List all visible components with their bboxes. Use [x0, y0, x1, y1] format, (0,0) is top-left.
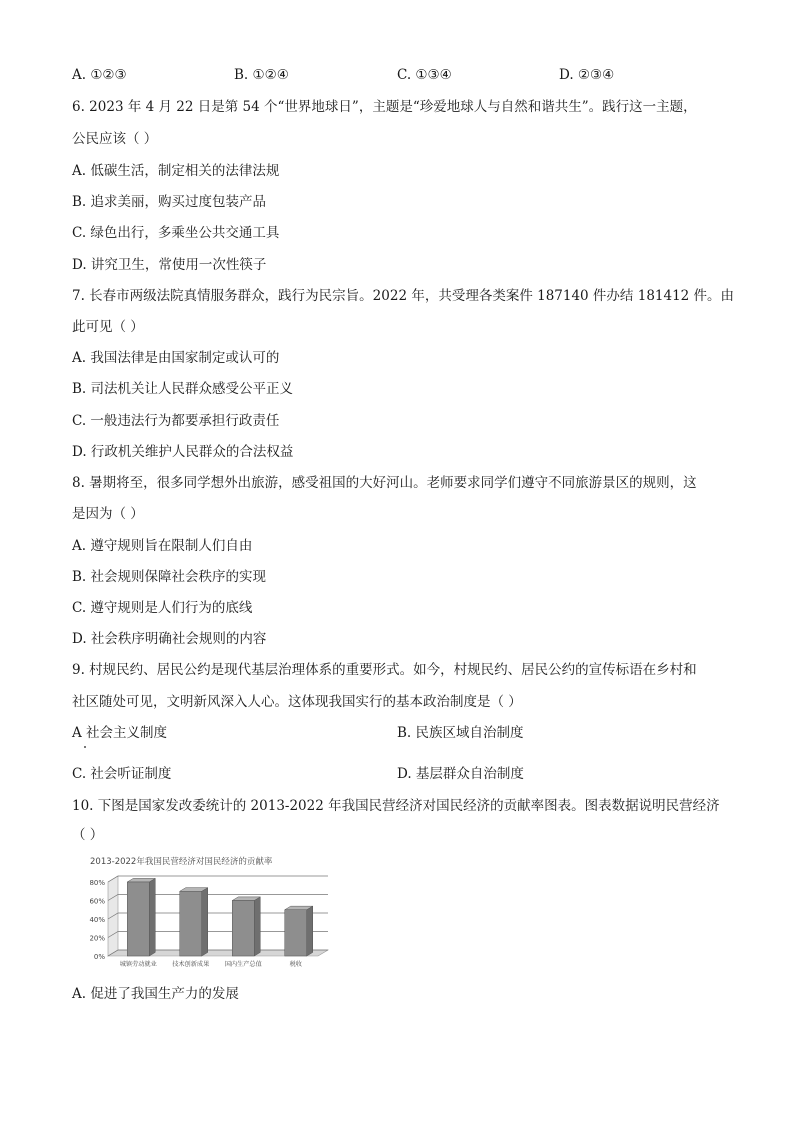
- q10-stem-line2: （ ）: [72, 827, 104, 843]
- q9-option-c: C. 社会听证制度: [72, 766, 172, 782]
- q8-option-b: B. 社会规则保障社会秩序的实现: [72, 569, 267, 585]
- q10-option-a: A. 促进了我国生产力的发展: [72, 986, 239, 1002]
- q9-stem-line1: 9. 村规民约、居民公约是现代基层治理体系的重要形式。如今，村规民约、居民公约的宣传标语在乡村和: [72, 662, 697, 678]
- q5-option-a: A. ①②③: [72, 67, 127, 83]
- q8-stem-line2: 是因为（ ）: [72, 506, 144, 522]
- chart-title: 2013-2022年我国民营经济对国民经济的贡献率: [90, 857, 273, 867]
- chart-y-tick-label: 40%: [89, 916, 105, 924]
- q5-option-c: C. ①③④: [397, 67, 452, 83]
- q7-option-c: C. 一般违法行为都要承担行政责任: [72, 413, 280, 429]
- chart-bar-side: [202, 888, 208, 956]
- contribution-bar-chart: [80, 848, 335, 976]
- q6-option-c: C. 绿色出行，多乘坐公共交通工具: [72, 225, 280, 241]
- q8-stem-line1: 8. 暑期将至，很多同学想外出旅游，感受祖国的大好河山。老师要求同学们遵守不同旅游景区的规则，这: [72, 475, 697, 491]
- q10-stem-line1: 10. 下图是国家发改委统计的 2013-2022 年我国民营经济对国民经济的贡献率图表。图表数据说明民营经济: [72, 798, 720, 814]
- q7-stem-line1: 7. 长春市两级法院真情服务群众，践行为民宗旨。2022 年，共受理各类案件 187140 件办结 181412 件。由: [72, 288, 735, 304]
- q9-option-a: A 社会主义制度: [72, 725, 168, 741]
- chart-bar-side: [254, 897, 260, 956]
- chart-bar-side: [307, 906, 313, 956]
- chart-bar-side: [149, 878, 155, 956]
- q5-option-d: D. ②③④: [559, 67, 615, 83]
- q5-option-b: B. ①②④: [234, 67, 289, 83]
- q6-option-a: A. 低碳生活，制定相关的法律法规: [72, 163, 280, 179]
- q6-option-b: B. 追求美丽，购买过度包装产品: [72, 194, 267, 210]
- q6-option-d: D. 讲究卫生，常使用一次性筷子: [72, 257, 267, 273]
- chart-category-label: 国内生产总值: [224, 961, 262, 968]
- chart-bar: [180, 891, 202, 956]
- chart-category-label: 税收: [289, 961, 302, 968]
- chart-category-label: 技术创新成果: [172, 961, 210, 968]
- q6-stem-line2: 公民应该（ ）: [72, 131, 158, 147]
- q7-option-b: B. 司法机关让人民群众感受公平正义: [72, 381, 294, 397]
- q6-stem-line1: 6. 2023 年 4 月 22 日是第 54 个“世界地球日”，主题是“珍爱地球人与自然和谐共生”。践行这一主题，: [72, 99, 697, 115]
- q9-option-d: D. 基层群众自治制度: [397, 766, 524, 782]
- scan-dot: [84, 746, 86, 748]
- chart-y-tick-label: 60%: [89, 897, 105, 906]
- q7-option-d: D. 行政机关维护人民群众的合法权益: [72, 444, 294, 460]
- chart-y-tick-label: 0%: [93, 953, 105, 961]
- q7-stem-line2: 此可见（ ）: [72, 319, 144, 335]
- q7-option-a: A. 我国法律是由国家制定或认可的: [72, 350, 280, 366]
- chart-bar: [232, 901, 254, 957]
- chart-y-tick-label: 20%: [89, 934, 105, 943]
- chart-y-tick-label: 80%: [89, 879, 105, 887]
- chart-bar: [127, 882, 149, 956]
- q8-option-a: A. 遵守规则旨在限制人们自由: [72, 538, 253, 554]
- q9-stem-line2: 社区随处可见，文明新风深入人心。这体现我国实行的基本政治制度是（ ）: [72, 694, 522, 710]
- chart-bar: [285, 910, 307, 956]
- chart-category-label: 城镇劳动就业: [119, 961, 157, 968]
- q8-option-c: C. 遵守规则是人们行为的底线: [72, 600, 253, 616]
- q8-option-d: D. 社会秩序明确社会规则的内容: [72, 631, 267, 647]
- q9-option-b: B. 民族区域自治制度: [397, 725, 524, 741]
